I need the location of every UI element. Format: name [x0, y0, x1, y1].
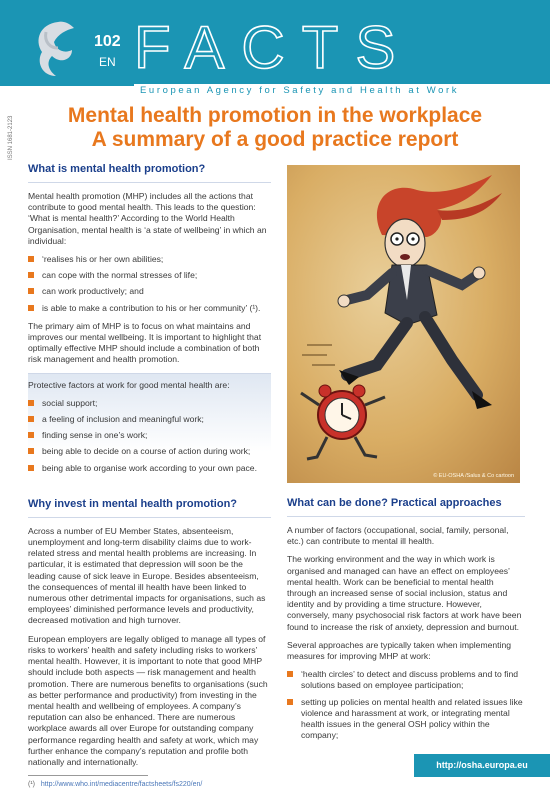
- section-heading-what-can-be-done: What can be done? Practical approaches: [287, 496, 525, 517]
- issn: ISSN 1681-2123: [8, 115, 14, 160]
- issue-number: 102: [94, 33, 121, 50]
- language-code: EN: [99, 55, 116, 69]
- protective-factors-box: [28, 373, 271, 485]
- running-woman-clock-cartoon-icon: [287, 165, 520, 483]
- square-bullet-icon: [287, 671, 293, 677]
- list-item: finding sense in one’s work;: [28, 430, 271, 441]
- footnote-link[interactable]: http://www.who.int/mediacentre/factsheets/fs220/en/: [40, 781, 203, 789]
- list-item: ‘health circles’ to detect and discuss problems and to find solutions based on employee participation;: [287, 669, 525, 691]
- square-bullet-icon: [28, 465, 34, 471]
- section3-para2: The working environment and the way in which work is organised and managed can have an effect on employees’ mental health. Work can be beneficial to mental health through an increased sense of social inclusion, status and identity and by providing a time structure. However, conversely, many psychosocial risk factors at work have been found to increase the risk of anxiety, depression and burnout.: [287, 554, 522, 632]
- list-item: can cope with the normal stresses of life;: [28, 270, 271, 281]
- section3-para1: A number of factors (occupational, social, family, personal, etc.) can contribute to mental ill health.: [287, 525, 509, 547]
- square-bullet-icon: [287, 699, 293, 705]
- list-item: a feeling of inclusion and meaningful work;: [28, 414, 271, 425]
- list-item: is able to make a contribution to his or her community’ (¹).: [28, 303, 271, 314]
- list-item: social support;: [28, 398, 271, 409]
- square-bullet-icon: [28, 448, 34, 454]
- title-line-2: A summary of a good practice report: [91, 128, 459, 151]
- approaches-list: [287, 669, 525, 741]
- footnote: (¹) http://www.who.int/mediacentre/factsheets/fs220/en/: [28, 775, 148, 790]
- section-heading-what-is-mhp: What is mental health promotion?: [28, 162, 271, 183]
- list-item: ‘realises his or her own abilities;: [28, 254, 271, 265]
- cartoon-illustration: [287, 165, 520, 483]
- list-item: setting up policies on mental health and related issues like violence and harassment at work, or integrating mental health issues in the general OSH policy within the company;: [287, 697, 525, 742]
- right-column: [287, 496, 525, 748]
- square-bullet-icon: [28, 400, 34, 406]
- title-line-1: Mental health promotion in the workplace: [67, 104, 483, 127]
- series-title: FACTS: [134, 14, 413, 81]
- mental-health-definition-list: [28, 254, 271, 314]
- square-bullet-icon: [28, 305, 34, 311]
- protective-factors-list: [28, 398, 271, 474]
- square-bullet-icon: [28, 272, 34, 278]
- section2-para1: Across a number of EU Member States, absenteeism, unemployment and long-term disability claims due to work-related stress and mental health problems are increasing. In particular, it is estimated that depression will soon be the leading cause of sick leave in Europe. Besides absenteeism, the consequences of mental ill health have been linked to numerous other detrimental impacts for organisations, such as employees’ diminished performance levels and productivity, decreased motivation and high turnover.: [28, 525, 266, 626]
- section-heading-why-invest: Why invest in mental health promotion?: [28, 497, 271, 518]
- section2-para2: European employers are legally obliged to manage all types of risks to workers’ health and safety including risks to workers’ mental health. However, it is important to note that good MHP should include both aspects — risk management and health promotion. There are numerous benefits to organisations (such as better performance and productivity) from investing in the mental health and wellbeing of employees. A company’s reputation can also be enhanced. There are numerous workplace awards all over Europe for outstanding company performance regarding health and safety at work, which may further enhance the company’s reputation and profile both nationally and internationally.: [28, 633, 268, 767]
- list-item: being able to decide on a course of action during work;: [28, 446, 271, 457]
- square-bullet-icon: [28, 288, 34, 294]
- agency-name: European Agency for Safety and Health at Work: [140, 85, 460, 96]
- header-banner: [0, 0, 550, 96]
- section3-para3: Several approaches are typically taken when implementing measures for improving MHP at work:: [287, 639, 512, 662]
- eu-osha-logo-icon: [28, 18, 78, 80]
- illustration-credit: © EU-OSHA /Salus & Co cartoon: [433, 473, 514, 479]
- square-bullet-icon: [28, 432, 34, 438]
- square-bullet-icon: [28, 256, 34, 262]
- section1-intro: Mental health promotion (MHP) includes all the actions that contribute to good mental health. This leads to the question: ‘What is mental health?’ According to the World Health Organisation, mental health is ‘a state of wellbeing’ in which an individual:: [28, 191, 267, 246]
- protective-factors-intro: Protective factors at work for good mental health are:: [28, 379, 230, 390]
- footer-website-link[interactable]: http://osha.europa.eu: [414, 754, 550, 777]
- section1-para2: The primary aim of MHP is to focus on what maintains and improves our mental wellbeing. It is important to highlight that optimally effective MHP should include a combination of both risk management and health promotion.: [28, 320, 262, 365]
- square-bullet-icon: [28, 416, 34, 422]
- list-item: being able to organise work according to your own pace.: [28, 463, 271, 474]
- left-column: [28, 162, 271, 790]
- list-item: can work productively; and: [28, 286, 271, 297]
